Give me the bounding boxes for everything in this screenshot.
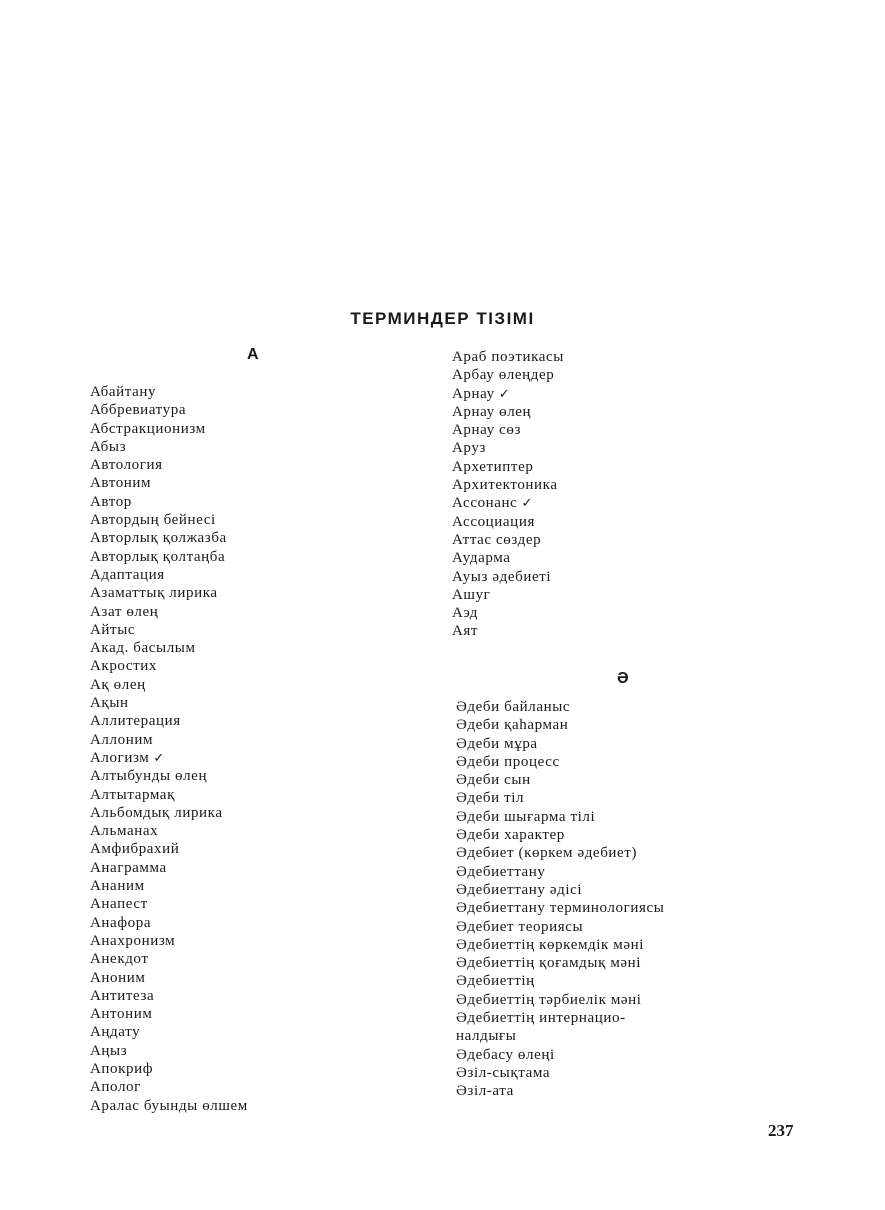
term-item: [90, 969, 248, 987]
term-text: Автология: [90, 457, 163, 474]
term-item: [90, 895, 248, 913]
section-letter-a: А: [247, 346, 259, 363]
term-text: Анапест: [90, 896, 148, 913]
term-item: [90, 548, 248, 566]
term-text: Ақ өлең: [90, 676, 146, 693]
term-item: [90, 511, 248, 529]
term-text: Абыз: [90, 438, 127, 455]
term-item: [452, 604, 564, 622]
term-item: [456, 936, 664, 954]
term-item: [456, 771, 664, 789]
term-text: Әдебиеттің интернацио-: [456, 1010, 626, 1027]
term-text: Азаматтық лирика: [90, 585, 218, 602]
term-item: [456, 789, 664, 807]
term-text: Адаптация: [90, 566, 165, 583]
term-text: Аполог: [90, 1079, 141, 1096]
term-item: [90, 657, 248, 675]
term-item: [452, 421, 564, 439]
term-text: Араб поэтикасы: [452, 349, 564, 365]
term-item: [90, 786, 248, 804]
term-item: [90, 584, 248, 602]
term-item: [456, 881, 664, 899]
term-item: [456, 991, 664, 1009]
term-text: Әдебиеттің көркемдік мәні: [456, 936, 645, 953]
term-text: Абстракционизм: [90, 420, 206, 437]
term-text: Әдеби тіл: [456, 790, 525, 807]
term-item: [456, 735, 664, 753]
term-item: [452, 549, 564, 567]
term-text: Антитеза: [90, 987, 155, 1004]
term-item: [90, 474, 248, 492]
term-item: [90, 1078, 248, 1096]
term-text: Алтытармақ: [90, 786, 175, 803]
term-item: [90, 731, 248, 749]
term-text: Ананим: [90, 878, 145, 895]
term-item: [90, 950, 248, 968]
term-text: Арнау: [452, 385, 495, 402]
term-text: Әдебиет теориясы: [456, 918, 584, 935]
term-item: [90, 639, 248, 657]
term-item: [456, 808, 664, 826]
page-title: ТЕРМИНДЕР ТІЗІМІ: [350, 309, 535, 328]
term-text: Антоним: [90, 1006, 153, 1023]
term-text: Ассоциация: [452, 513, 535, 530]
term-item: [90, 1060, 248, 1078]
check-mark-icon: ✓: [498, 385, 511, 401]
term-text: Аруз: [452, 440, 486, 457]
term-item: [452, 403, 564, 421]
term-item: [452, 458, 564, 476]
term-item: [456, 753, 664, 771]
term-text: Аңыз: [90, 1042, 128, 1059]
term-item: [90, 676, 248, 694]
term-text: Автор: [90, 493, 132, 510]
term-item: [90, 859, 248, 877]
term-item: [90, 822, 248, 840]
term-item: [452, 439, 564, 457]
term-text: Ашуг: [452, 586, 491, 603]
term-text: Авторлық қолжазба: [90, 530, 227, 547]
term-text: Әдебиеттің тәрбиелік мәні: [456, 991, 642, 1008]
term-item: [452, 622, 564, 640]
term-item: [456, 918, 664, 936]
term-text: Айтыс: [90, 621, 136, 638]
term-item: [452, 366, 564, 384]
term-text: Аят: [452, 623, 479, 640]
term-text: Амфибрахий: [90, 841, 180, 858]
term-list-a-left: [90, 383, 248, 1115]
term-item: [90, 840, 248, 858]
term-item: [452, 385, 564, 403]
term-text: Альбомдық лирика: [90, 804, 223, 821]
term-text: Акростих: [90, 658, 158, 675]
term-text: Әдеби мұра: [456, 735, 538, 752]
term-text: Әдеби характер: [456, 827, 565, 844]
term-item: [452, 513, 564, 531]
term-text: Азат өлең: [90, 603, 159, 620]
term-item: [90, 914, 248, 932]
term-text: Арнау сөз: [452, 422, 521, 439]
term-item: [452, 531, 564, 549]
term-text: Әдебиеттану: [456, 863, 546, 880]
term-item: [452, 494, 564, 512]
term-item: [90, 804, 248, 822]
term-text: Ауыз әдебиеті: [452, 568, 552, 585]
term-text: Аббревиатура: [90, 402, 187, 419]
term-text: Аударма: [452, 550, 511, 567]
term-item: [90, 493, 248, 511]
term-item: [90, 932, 248, 950]
term-text: Архетиптер: [452, 458, 534, 475]
term-item: [90, 767, 248, 785]
term-text: Авторлық қолтаңба: [90, 548, 226, 565]
term-item: [90, 383, 248, 401]
term-item: [90, 1005, 248, 1023]
term-item: [456, 899, 664, 917]
term-item: [452, 476, 564, 494]
term-text: Анекдот: [90, 951, 149, 968]
term-text: Әдебиеттану әдісі: [456, 881, 583, 898]
term-text: Әзіл-сықтама: [456, 1064, 551, 1081]
term-item: [90, 401, 248, 419]
term-item: [452, 348, 564, 366]
term-text: Әдебиеттің: [456, 973, 535, 990]
term-item: [90, 1042, 248, 1060]
term-text: Альманах: [90, 823, 159, 840]
term-item: [456, 826, 664, 844]
term-item: [456, 1064, 664, 1082]
term-item: [90, 456, 248, 474]
term-text: налдығы: [456, 1028, 517, 1045]
term-item: [90, 566, 248, 584]
term-item: [90, 438, 248, 456]
term-list-a-right: [452, 348, 564, 641]
term-item: [90, 420, 248, 438]
term-item: [90, 987, 248, 1005]
term-text: Ақын: [90, 695, 129, 712]
term-text: Алогизм: [90, 749, 150, 766]
term-item: [90, 529, 248, 547]
term-item: [90, 877, 248, 895]
term-text: Аңдату: [90, 1024, 141, 1041]
term-text: Апокриф: [90, 1060, 154, 1077]
term-text: Әдеби процесс: [456, 753, 560, 770]
term-item: [456, 863, 664, 881]
term-text: Аралас буынды өлшем: [90, 1097, 248, 1114]
term-text: Анафора: [90, 914, 152, 931]
term-text: Әдебиеттану терминологиясы: [456, 900, 665, 917]
term-text: Арбау өлеңдер: [452, 367, 555, 384]
term-text: Анаграмма: [90, 859, 167, 876]
term-item: [452, 568, 564, 586]
term-item: [456, 1082, 664, 1100]
term-item: [90, 712, 248, 730]
term-item: [456, 954, 664, 972]
term-text: Аэд: [452, 605, 478, 622]
term-text: Аллоним: [90, 731, 154, 748]
term-text: Автоним: [90, 475, 152, 492]
term-text: Әдебиет (көркем әдебиет): [456, 845, 638, 862]
check-mark-icon: ✓: [153, 749, 165, 765]
term-text: Әдеби сын: [456, 772, 531, 789]
term-text: Аноним: [90, 969, 146, 986]
term-item: [456, 1027, 664, 1045]
term-text: Әзіл-ата: [456, 1083, 514, 1100]
term-item: [90, 1097, 248, 1115]
page-number: 237: [768, 1121, 794, 1140]
term-text: Алтыбунды өлең: [90, 768, 208, 785]
term-text: Әдеби байланыс: [456, 699, 571, 715]
term-text: Абайтану: [90, 384, 157, 400]
term-item: [456, 716, 664, 734]
term-text: Әдебасу өлеңі: [456, 1046, 555, 1063]
term-item: [90, 694, 248, 712]
term-item: [456, 972, 664, 990]
term-list-ae: [456, 698, 664, 1101]
term-item: [90, 1023, 248, 1041]
term-text: Архитектоника: [452, 477, 558, 494]
check-mark-icon: ✓: [521, 495, 533, 511]
term-text: Ассонанс: [452, 495, 518, 512]
term-item: [90, 603, 248, 621]
term-item: [90, 621, 248, 639]
term-text: Акад. басылым: [90, 640, 196, 657]
term-item: [456, 698, 664, 716]
term-text: Анахронизм: [90, 932, 176, 949]
term-text: Автордың бейнесі: [90, 512, 216, 529]
term-item: [452, 586, 564, 604]
term-text: Арнау өлең: [452, 403, 532, 420]
term-item: [456, 1009, 664, 1027]
term-item: [90, 749, 248, 767]
section-letter-ae: Ә: [617, 670, 629, 687]
term-item: [456, 1046, 664, 1064]
term-text: Әдеби қаһарман: [456, 717, 569, 734]
term-text: Аттас сөздер: [452, 531, 542, 548]
term-text: Аллитерация: [90, 713, 181, 730]
term-text: Әдеби шығарма тілі: [456, 808, 596, 825]
term-item: [456, 844, 664, 862]
term-text: Әдебиеттің қоғамдық мәні: [456, 955, 642, 972]
